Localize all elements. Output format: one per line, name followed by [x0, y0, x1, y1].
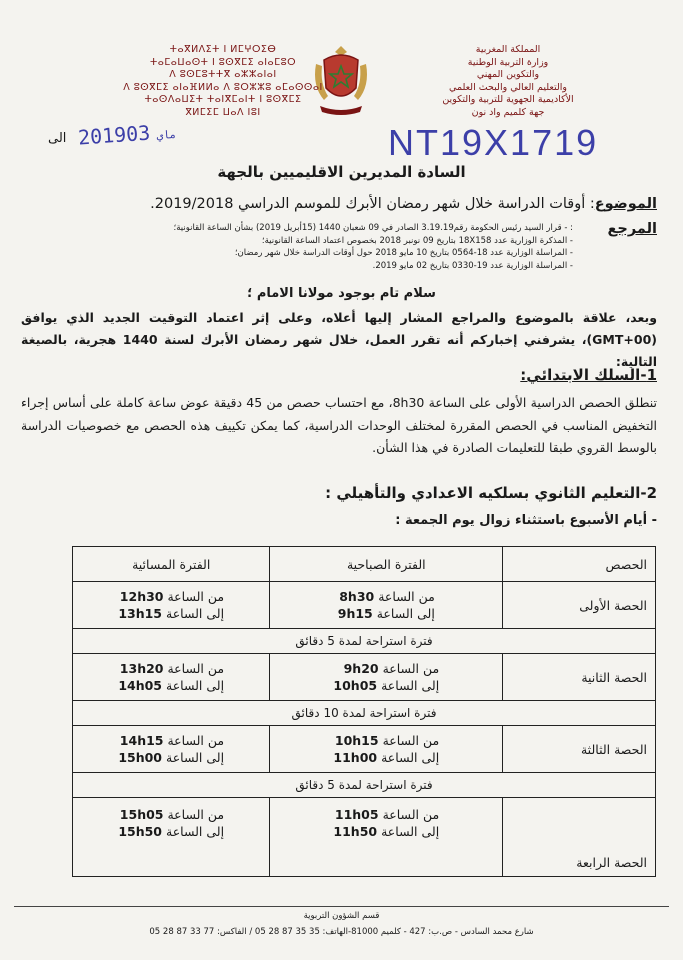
table-row — [73, 798, 656, 877]
footer-divider — [14, 906, 669, 907]
stamp-year: 2019 — [77, 122, 128, 150]
reference-number-stamp: NT19X1719 — [388, 122, 599, 163]
session-name: الحصة الثانية — [503, 654, 656, 701]
subject-text: : أوقات الدراسة خلال شهر رمضان الأبرك للموسم الدراسي 2019/2018. — [150, 196, 595, 212]
header-tifinagh-line: ⴷ ⵓⵙⵎⵓⵜⵜⴳ ⴰⵣⵣⴰⵏⴰⵏ — [169, 69, 277, 80]
date-stamp — [77, 118, 183, 149]
session-name: الحصة الثالثة — [503, 726, 656, 773]
reference-item: - المراسلة الوزارية عدد 18-0564 بتاريخ 10 مايو 2018 حول أوقات الدراسة خلال شهر رمضان؛ — [234, 248, 573, 259]
header-tifinagh — [118, 44, 328, 119]
break-row — [73, 629, 656, 654]
table-row — [73, 582, 656, 629]
header-sessions: الحصص — [503, 547, 656, 582]
time-to: إلى الساعة 13h15 — [118, 606, 225, 621]
section1-title: 1-السلك الابتدائي: — [520, 366, 657, 384]
subject-line — [17, 196, 657, 212]
footer-department: قسم الشؤون التربوية — [303, 911, 380, 921]
time-from: من الساعة 13h20 — [119, 661, 225, 676]
afternoon-times — [73, 654, 270, 701]
break-row — [73, 701, 656, 726]
schedule-table — [72, 546, 656, 877]
subject-label: الموضوع — [594, 196, 657, 212]
references-label: المرجع — [607, 221, 657, 237]
morning-times — [270, 798, 503, 877]
morning-times — [270, 582, 503, 629]
time-from: من الساعة 12h30 — [119, 589, 225, 604]
afternoon-times — [73, 726, 270, 773]
table-row — [73, 726, 656, 773]
references-list — [23, 222, 573, 272]
morning-times — [270, 654, 503, 701]
time-from: من الساعة 14h15 — [119, 733, 225, 748]
table-header-row — [73, 547, 656, 582]
table-row — [73, 654, 656, 701]
section1-body: تنطلق الحصص الدراسية الأولى على الساعة 8h30، مع احتساب حصص من 45 دقيقة عوض ساعة كاملة على أساس إجراء التخفيض المناسب في الحصص المقررة لمختلف الوحدات الدراسية، كما يمكن تكييف هذه الحصص مع خصوصيات الدراسة بالوسط القروي طبقا للتعليمات الصادرة في هذا الشأن. — [21, 395, 657, 455]
header-tifinagh-line: ⵜⴰⴳⵍⴷⵉⵜ ⵏ ⵍⵎⵖⵔⵉⴱ — [169, 44, 277, 55]
afternoon-times — [73, 582, 270, 629]
footer-address: شارع محمد السادس - ص.ب: 427 - كلميم 81000-الهاتف: 35 35 87 28 05 / الفاكس: 77 33 87 28 05 — [149, 927, 534, 937]
addressee: السادة المديرين الاقليميين بالجهة — [217, 163, 466, 181]
break-label: فترة استراحة لمدة 10 دقائق — [73, 701, 656, 726]
header-arabic — [403, 44, 613, 119]
time-to: إلى الساعة 11h00 — [333, 750, 440, 765]
time-to: إلى الساعة 10h05 — [333, 678, 440, 693]
header-arabic-line: والتعليم العالي والبحث العلمي — [449, 81, 567, 93]
header-arabic-line: وزارة التربية الوطنية — [467, 56, 549, 68]
section2-title: 2-التعليم الثانوي بسلكيه الاعدادي والتأهيلي : — [325, 484, 657, 502]
header-morning: الفترة الصباحية — [270, 547, 503, 582]
header-afternoon: الفترة المسائية — [73, 547, 270, 582]
time-from: من الساعة 10h15 — [334, 733, 440, 748]
header-tifinagh-line: ⴳⵍⵎⵉⵎ ⵡⴰⴷ ⵏⵓⵏ — [185, 106, 261, 118]
time-from: من الساعة 9h20 — [343, 661, 440, 676]
break-row — [73, 773, 656, 798]
morning-times — [270, 726, 503, 773]
greeting: سلام تام بوجود مولانا الامام ؛ — [247, 286, 436, 301]
break-label: فترة استراحة لمدة 5 دقائق — [73, 629, 656, 654]
time-to: إلى الساعة 15h00 — [118, 750, 225, 765]
section2-bullet: - أيام الأسبوع باستثناء زوال يوم الجمعة : — [395, 513, 657, 528]
break-label: فترة استراحة لمدة 5 دقائق — [73, 773, 656, 798]
intro-paragraph: وبعد، علاقة بالموضوع والمراجع المشار إليها أعلاه، وعلى إثر اعتماد التوقيت الجديد الذي يوافق (GMT+00)، يشرفني إخباركم أنه تقرر العمل، خلال شهر رمضان الأبرك لسنة 1440 هجرية، بالصيغة التالية: — [21, 310, 657, 369]
time-to: إلى الساعة 11h50 — [333, 824, 440, 839]
time-to: إلى الساعة 14h05 — [118, 678, 225, 693]
reference-item: : - قرار السيد رئيس الحكومة رقم3.19.19 الصادر في 09 شعبان 1440 (15أبريل 2019) بشأن الساعة القانونية؛ — [173, 223, 573, 233]
time-from: من الساعة 11h05 — [334, 807, 440, 822]
session-name: الحصة الرابعة — [503, 798, 656, 877]
header-arabic-line: والتكوين المهني — [476, 69, 540, 80]
header-arabic-line: جهة كلميم واد نون — [471, 106, 545, 118]
header-arabic-line: المملكة المغربية — [475, 44, 541, 55]
time-from: من الساعة 8h30 — [339, 589, 435, 604]
time-to: إلى الساعة 9h15 — [337, 606, 435, 621]
stamp-month: ماي — [155, 127, 177, 143]
time-from: من الساعة 15h05 — [119, 807, 225, 822]
header-tifinagh-line: ⵜⴰⵙⴷⴰⵡⵉⵜ ⵜⴰⵏⴳⵎⴰⵏⵜ ⵏ ⵓⵙⴳⵎⵉ — [144, 94, 302, 105]
reference-item: - المراسلة الوزارية عدد 19-0330 بتاريخ 02 مايو 2019. — [372, 260, 573, 271]
reference-item: - المذكرة الوزارية عدد 18X158 بتاريخ 09 نونبر 2018 بخصوص اعتماد الساعة القانونية؛ — [261, 235, 573, 246]
afternoon-times — [73, 798, 270, 877]
header-tifinagh-line: ⴷ ⵓⵙⴳⵎⵉ ⴰⵏⴰⴼⵍⵍⴰ ⴷ ⵓⵔⵣⵣⵓ ⴰⵎⴰⵙⵙⴰⵏ — [123, 81, 323, 93]
header-arabic-line: الأكاديمية الجهوية للتربية والتكوين — [442, 94, 574, 105]
time-to: إلى الساعة 15h50 — [118, 824, 225, 839]
session-name: الحصة الأولى — [503, 582, 656, 629]
header-tifinagh-line: ⵜⴰⵎⴰⵡⴰⵙⵜ ⵏ ⵓⵙⴳⵎⵉ ⴰⵏⴰⵎⵓⵔ — [149, 56, 297, 68]
to-label: الى — [48, 131, 67, 146]
stamp-day: 03 — [125, 120, 152, 147]
